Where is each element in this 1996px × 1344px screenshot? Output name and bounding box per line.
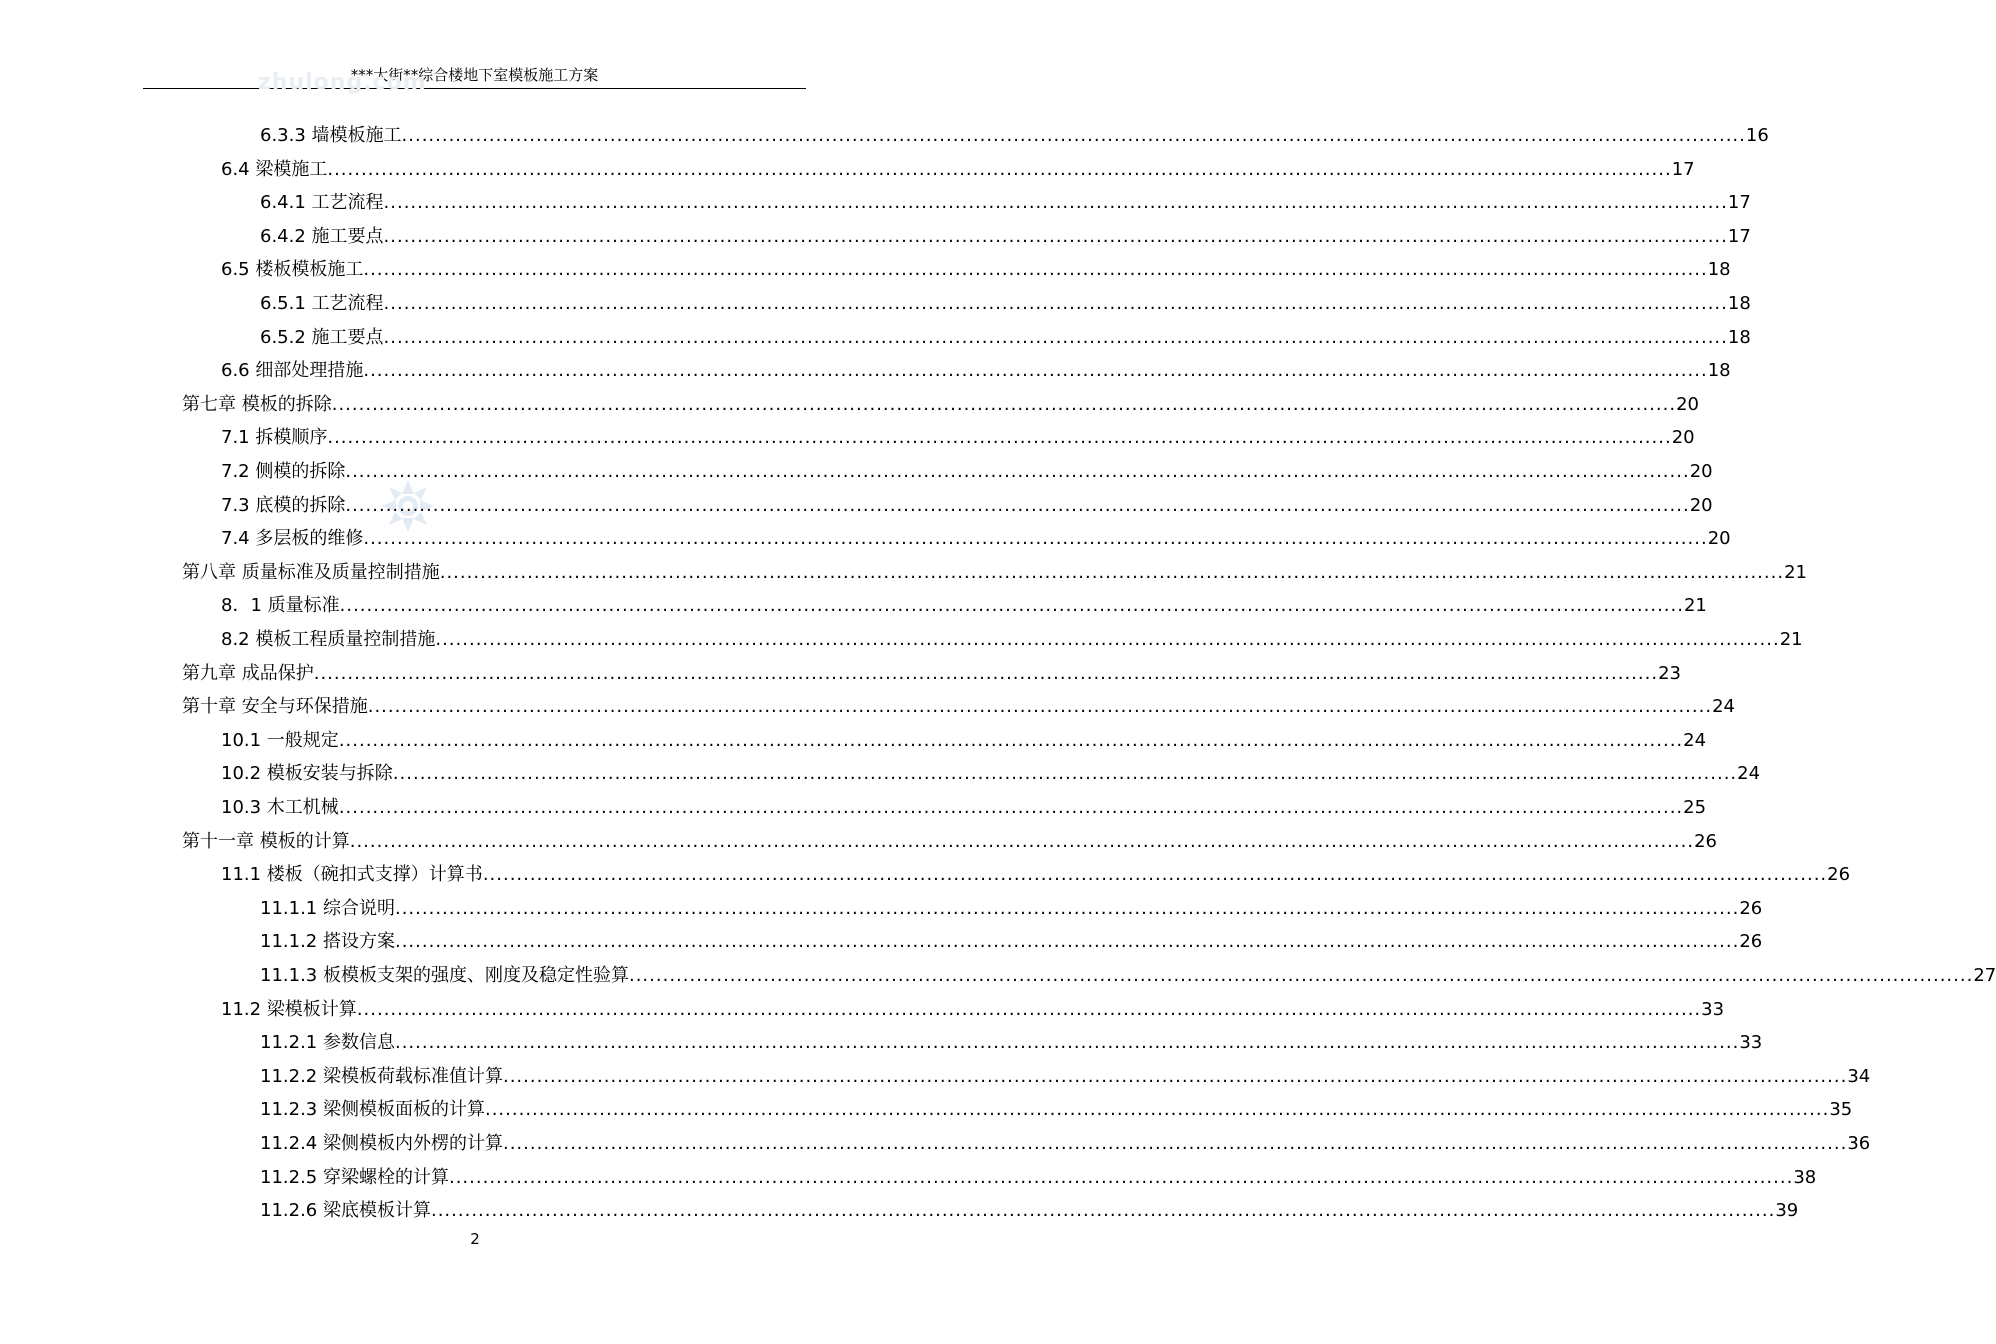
toc-entry[interactable] bbox=[221, 757, 1761, 791]
toc-entry-page: 23 bbox=[1658, 662, 1681, 684]
watermark-text: zhulong.com bbox=[258, 70, 427, 95]
toc-entry-page: 34 bbox=[1847, 1065, 1871, 1087]
toc-entry[interactable] bbox=[182, 690, 1735, 724]
toc-entry-label: 6.4.1 工艺流程 bbox=[260, 192, 384, 214]
toc-entry-label: 6.5 楼板模板施工 bbox=[221, 259, 364, 281]
toc-entry[interactable] bbox=[260, 119, 1769, 153]
toc-entry-label: 第八章 质量标准及质量控制措施 bbox=[182, 561, 440, 583]
toc-entry[interactable] bbox=[260, 1194, 1799, 1228]
toc-entry-label: 6.3.3 墙模板施工 bbox=[260, 125, 402, 146]
header-rule bbox=[143, 88, 806, 89]
toc-entry-page: 16 bbox=[1745, 125, 1769, 146]
toc-entry-label: 7.4 多层板的维修 bbox=[221, 528, 364, 550]
toc-dot-leader: ........................................................................................................................................................................................................ bbox=[367, 696, 1713, 718]
toc-entry[interactable] bbox=[221, 858, 1851, 892]
toc-dot-leader: ........................................................................................................................................................................................................ bbox=[338, 797, 1684, 818]
toc-entry-label: 11.1.2 搭设方案 bbox=[260, 931, 395, 953]
toc-dot-leader: ........................................................................................................................................................................................................ bbox=[356, 998, 1702, 1020]
toc-entry-label: 11.1 楼板（碗扣式支撑）计算书 bbox=[221, 864, 483, 886]
toc-entry-page: 18 bbox=[1707, 360, 1731, 382]
toc-dot-leader: ........................................................................................................................................................................................................ bbox=[363, 528, 1708, 550]
toc-entry-label: 7.3 底模的拆除 bbox=[221, 494, 346, 516]
toc-entry-label: 第十章 安全与环保措施 bbox=[182, 696, 368, 718]
toc-entry-page: 20 bbox=[1671, 427, 1695, 449]
toc-entry-page: 21 bbox=[1779, 629, 1803, 650]
toc-entry-label: 8.2 模板工程质量控制措施 bbox=[221, 629, 436, 650]
toc-entry-label: 第七章 模板的拆除 bbox=[182, 393, 332, 415]
toc-entry-page: 26 bbox=[1739, 931, 1763, 953]
toc-dot-leader: ........................................................................................................................................................................................................ bbox=[435, 629, 1780, 650]
toc-entry[interactable] bbox=[221, 421, 1695, 455]
toc-entry-label: 10.2 模板安装与拆除 bbox=[221, 763, 393, 785]
toc-entry-page: 27 bbox=[1973, 965, 1996, 986]
toc-dot-leader: ........................................................................................................................................................................................................ bbox=[345, 494, 1690, 516]
toc-entry-page: 20 bbox=[1689, 461, 1713, 482]
toc-entry[interactable] bbox=[260, 321, 1751, 355]
toc-entry[interactable] bbox=[260, 1026, 1763, 1060]
toc-entry-label: 6.4.2 施工要点 bbox=[260, 225, 384, 247]
toc-dot-leader: ........................................................................................................................................................................................................ bbox=[345, 461, 1690, 482]
toc-entry-page: 17 bbox=[1671, 158, 1695, 180]
toc-dot-leader: ........................................................................................................................................................................................................ bbox=[394, 1032, 1740, 1054]
page-number: 2 bbox=[470, 1230, 480, 1248]
toc-entry-page: 26 bbox=[1827, 864, 1851, 886]
toc-entry-page: 33 bbox=[1739, 1032, 1763, 1054]
toc-entry-label: 8．1 质量标准 bbox=[221, 595, 340, 617]
toc-entry[interactable] bbox=[221, 589, 1707, 623]
toc-dot-leader: ........................................................................................................................................................................................................ bbox=[502, 1133, 1848, 1154]
toc-entry-page: 20 bbox=[1676, 393, 1699, 415]
toc-dot-leader: ........................................................................................................................................................................................................ bbox=[339, 595, 1684, 617]
toc-entry-page: 20 bbox=[1689, 494, 1713, 516]
toc-entry-label: 11.1.3 板模板支架的强度、刚度及稳定性验算 bbox=[260, 965, 629, 986]
toc-dot-leader: ........................................................................................................................................................................................................ bbox=[338, 729, 1684, 751]
toc-dot-leader: ........................................................................................................................................................................................................ bbox=[383, 192, 1728, 214]
toc-entry[interactable] bbox=[260, 186, 1751, 220]
toc-dot-leader: ........................................................................................................................................................................................................ bbox=[502, 1065, 1848, 1087]
toc-dot-leader: ........................................................................................................................................................................................................ bbox=[439, 561, 1785, 583]
toc-entry-label: 6.4 梁模施工 bbox=[221, 158, 328, 180]
toc-entry-label: 11.2.1 参数信息 bbox=[260, 1032, 395, 1054]
toc-entry-page: 18 bbox=[1727, 293, 1751, 314]
header-title: ***大街**综合楼地下室模板施工方案 bbox=[350, 66, 599, 84]
toc-entry-page: 18 bbox=[1707, 259, 1731, 281]
toc-entry-page: 26 bbox=[1694, 830, 1717, 852]
toc-entry-page: 24 bbox=[1712, 696, 1735, 718]
toc-entry-label: 11.2.2 梁模板荷载标准值计算 bbox=[260, 1065, 503, 1087]
toc-dot-leader: ........................................................................................................................................................................................................ bbox=[383, 293, 1728, 314]
toc-entry[interactable] bbox=[260, 959, 1996, 993]
toc-entry[interactable] bbox=[260, 925, 1763, 959]
toc-entry-label: 11.2 梁模板计算 bbox=[221, 998, 357, 1020]
toc-dot-leader: ........................................................................................................................................................................................................ bbox=[327, 427, 1672, 449]
toc-entry[interactable] bbox=[221, 253, 1731, 287]
toc-entry[interactable] bbox=[221, 153, 1695, 187]
toc-entry-page: 24 bbox=[1683, 729, 1707, 751]
toc-entry-page: 21 bbox=[1784, 561, 1807, 583]
toc-dot-leader: ........................................................................................................................................................................................................ bbox=[401, 125, 1746, 146]
toc-entry-label: 11.2.4 梁侧模板内外楞的计算 bbox=[260, 1133, 503, 1154]
toc-dot-leader: ........................................................................................................................................................................................................ bbox=[363, 259, 1708, 281]
toc-dot-leader: ........................................................................................................................................................................................................ bbox=[448, 1166, 1794, 1188]
toc-entry-label: 10.3 木工机械 bbox=[221, 797, 339, 818]
toc-entry[interactable] bbox=[221, 354, 1731, 388]
toc-entry-page: 17 bbox=[1727, 225, 1751, 247]
toc-dot-leader: ........................................................................................................................................................................................................ bbox=[327, 158, 1672, 180]
toc-entry-page: 33 bbox=[1701, 998, 1725, 1020]
toc-entry[interactable] bbox=[221, 791, 1707, 825]
toc-entry[interactable] bbox=[182, 657, 1681, 691]
toc-entry[interactable] bbox=[260, 1161, 1817, 1195]
toc-entry-label: 6.5.1 工艺流程 bbox=[260, 293, 384, 314]
toc-entry[interactable] bbox=[221, 455, 1713, 489]
toc-entry-label: 11.1.1 综合说明 bbox=[260, 897, 395, 919]
toc-dot-leader: ........................................................................................................................................................................................................ bbox=[383, 225, 1728, 247]
toc-entry-label: 第九章 成品保护 bbox=[182, 662, 314, 684]
toc-entry-page: 36 bbox=[1847, 1133, 1871, 1154]
toc-entry-label: 7.2 侧模的拆除 bbox=[221, 461, 346, 482]
toc-entry-page: 18 bbox=[1727, 326, 1751, 348]
toc-dot-leader: ........................................................................................................................................................................................................ bbox=[482, 864, 1828, 886]
toc-dot-leader: ........................................................................................................................................................................................................ bbox=[394, 931, 1740, 953]
toc-entry-label: 11.2.6 梁底模板计算 bbox=[260, 1200, 431, 1222]
toc-dot-leader: ........................................................................................................................................................................................................ bbox=[430, 1200, 1776, 1222]
toc-dot-leader: ........................................................................................................................................................................................................ bbox=[383, 326, 1728, 348]
toc-entry[interactable] bbox=[221, 623, 1803, 657]
toc-entry[interactable] bbox=[182, 556, 1807, 590]
toc-entry[interactable] bbox=[182, 825, 1717, 859]
toc-entry[interactable] bbox=[221, 489, 1713, 523]
toc-entry-label: 第十一章 模板的计算 bbox=[182, 830, 350, 852]
toc-entry-label: 7.1 拆模顺序 bbox=[221, 427, 328, 449]
toc-dot-leader: ........................................................................................................................................................................................................ bbox=[331, 393, 1677, 415]
toc-dot-leader: ........................................................................................................................................................................................................ bbox=[394, 897, 1740, 919]
toc-entry-page: 38 bbox=[1793, 1166, 1817, 1188]
toc-entry-page: 24 bbox=[1737, 763, 1761, 785]
toc-entry[interactable] bbox=[221, 724, 1707, 758]
toc-entry-page: 20 bbox=[1707, 528, 1731, 550]
toc-entry[interactable] bbox=[260, 892, 1763, 926]
toc-entry[interactable] bbox=[221, 522, 1731, 556]
toc-entry-label: 6.6 细部处理措施 bbox=[221, 360, 364, 382]
toc-entry-page: 17 bbox=[1727, 192, 1751, 214]
toc-dot-leader: ........................................................................................................................................................................................................ bbox=[628, 965, 1974, 986]
toc-entry-label: 6.5.2 施工要点 bbox=[260, 326, 384, 348]
toc-entry[interactable] bbox=[260, 1127, 1871, 1161]
toc-entry[interactable] bbox=[182, 388, 1699, 422]
toc-dot-leader: ........................................................................................................................................................................................................ bbox=[313, 662, 1659, 684]
toc-dot-leader: ........................................................................................................................................................................................................ bbox=[349, 830, 1695, 852]
toc-entry-label: 10.1 一般规定 bbox=[221, 729, 339, 751]
toc-entry[interactable] bbox=[260, 220, 1751, 254]
toc-entry-page: 39 bbox=[1775, 1200, 1799, 1222]
toc-entry[interactable] bbox=[260, 1093, 1853, 1127]
toc-entry-page: 21 bbox=[1683, 595, 1707, 617]
toc-entry-page: 25 bbox=[1683, 797, 1707, 818]
toc-entry[interactable] bbox=[260, 287, 1751, 321]
toc-dot-leader: ........................................................................................................................................................................................................ bbox=[363, 360, 1708, 382]
toc-entry[interactable] bbox=[221, 993, 1725, 1027]
toc-entry-page: 26 bbox=[1739, 897, 1763, 919]
toc-entry-page: 35 bbox=[1829, 1099, 1853, 1121]
toc-entry-label: 11.2.5 穿梁螺栓的计算 bbox=[260, 1166, 449, 1188]
toc-dot-leader: ........................................................................................................................................................................................................ bbox=[392, 763, 1738, 785]
toc-dot-leader: ........................................................................................................................................................................................................ bbox=[484, 1099, 1830, 1121]
toc-entry-label: 11.2.3 梁侧模板面板的计算 bbox=[260, 1099, 485, 1121]
toc-entry[interactable] bbox=[260, 1060, 1871, 1094]
